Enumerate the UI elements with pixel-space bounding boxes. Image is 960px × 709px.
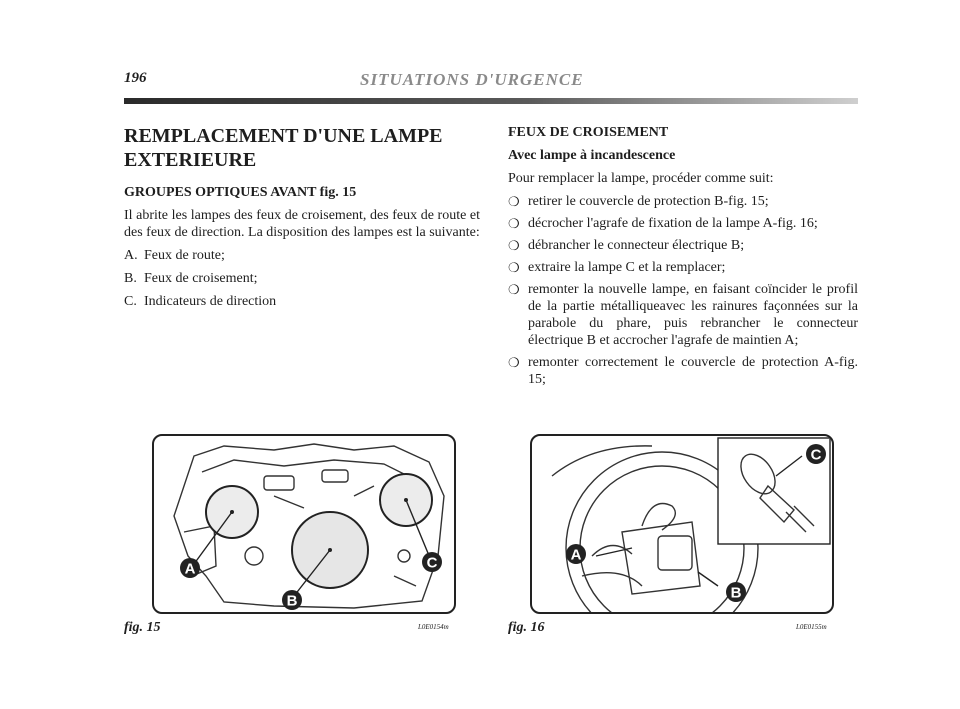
header-rule (124, 98, 858, 104)
title-line-2: EXTERIEURE (124, 149, 257, 171)
callout-b: B (730, 584, 742, 602)
headlamp-illustration (154, 436, 454, 612)
list-item (508, 281, 858, 349)
bullet-icon: ❍ (508, 216, 520, 231)
optics-intro: Il abrite les lampes des feux de croisement, des feux de route et des feux de direction. La disposition des lampes est la suivante: (124, 208, 480, 240)
bullet-icon: ❍ (508, 282, 520, 297)
figure-16-bulb-access (530, 434, 834, 614)
main-title (124, 124, 480, 172)
step-text: débrancher le connecteur électrique B; (528, 238, 745, 253)
figure-15-headlamp-group (152, 434, 456, 614)
item-marker: A. (124, 248, 138, 263)
left-column (124, 124, 480, 316)
list-item (508, 193, 858, 210)
figure-16-code: L0E0155m (796, 623, 827, 631)
step-text: remonter correctement le couvercle de protection A-fig. 15; (528, 355, 858, 387)
list-item (508, 354, 858, 388)
bullet-icon: ❍ (508, 238, 520, 253)
list-item (124, 293, 480, 310)
list-item (124, 247, 480, 264)
list-item (508, 215, 858, 232)
item-marker: C. (124, 294, 137, 309)
bulb-illustration (532, 436, 832, 612)
procedure-intro: Pour remplacer la lampe, procéder comme suit: (508, 171, 774, 186)
step-text: remonter la nouvelle lampe, en faisant coïncider le profil de la partie métalliqueavec les rainures façonnées sur la parabole du phare, puis rebrancher le connecteur électrique B et accrocher l'agrafe de maintien A; (528, 282, 858, 348)
section-title: SITUATIONS D'URGENCE (360, 70, 584, 89)
callout-a: A (570, 546, 582, 564)
item-text: Feux de croisement; (144, 271, 258, 286)
incandescent-subheading: Avec lampe à incandescence (508, 148, 676, 163)
optics-subheading: GROUPES OPTIQUES AVANT fig. 15 (124, 185, 357, 200)
title-line-1: REMPLACEMENT D'UNE LAMPE (124, 125, 443, 147)
right-column (508, 124, 858, 393)
step-text: extraire la lampe C et la remplacer; (528, 260, 726, 275)
figure-15-caption: fig. 15 (124, 620, 161, 635)
list-item (508, 259, 858, 276)
list-item (508, 237, 858, 254)
figure-15-code: L0E0154m (418, 623, 449, 631)
page-number: 196 (124, 70, 147, 86)
item-text: Feux de route; (144, 248, 225, 263)
bullet-icon: ❍ (508, 355, 520, 370)
callout-c: C (810, 446, 822, 464)
bullet-icon: ❍ (508, 194, 520, 209)
item-text: Indicateurs de direction (144, 294, 277, 309)
step-text: retirer le couvercle de protection B-fig. 15; (528, 194, 769, 209)
procedure-steps (508, 193, 858, 388)
callout-a: A (184, 560, 196, 578)
list-item (124, 270, 480, 287)
low-beam-heading: FEUX DE CROISEMENT (508, 125, 669, 140)
callout-b: B (286, 592, 298, 610)
figure-16-caption: fig. 16 (508, 620, 545, 635)
item-marker: B. (124, 271, 137, 286)
step-text: décrocher l'agrafe de fixation de la lampe A-fig. 16; (528, 216, 818, 231)
lamp-list (124, 247, 480, 310)
callout-c: C (426, 554, 438, 572)
bullet-icon: ❍ (508, 260, 520, 275)
